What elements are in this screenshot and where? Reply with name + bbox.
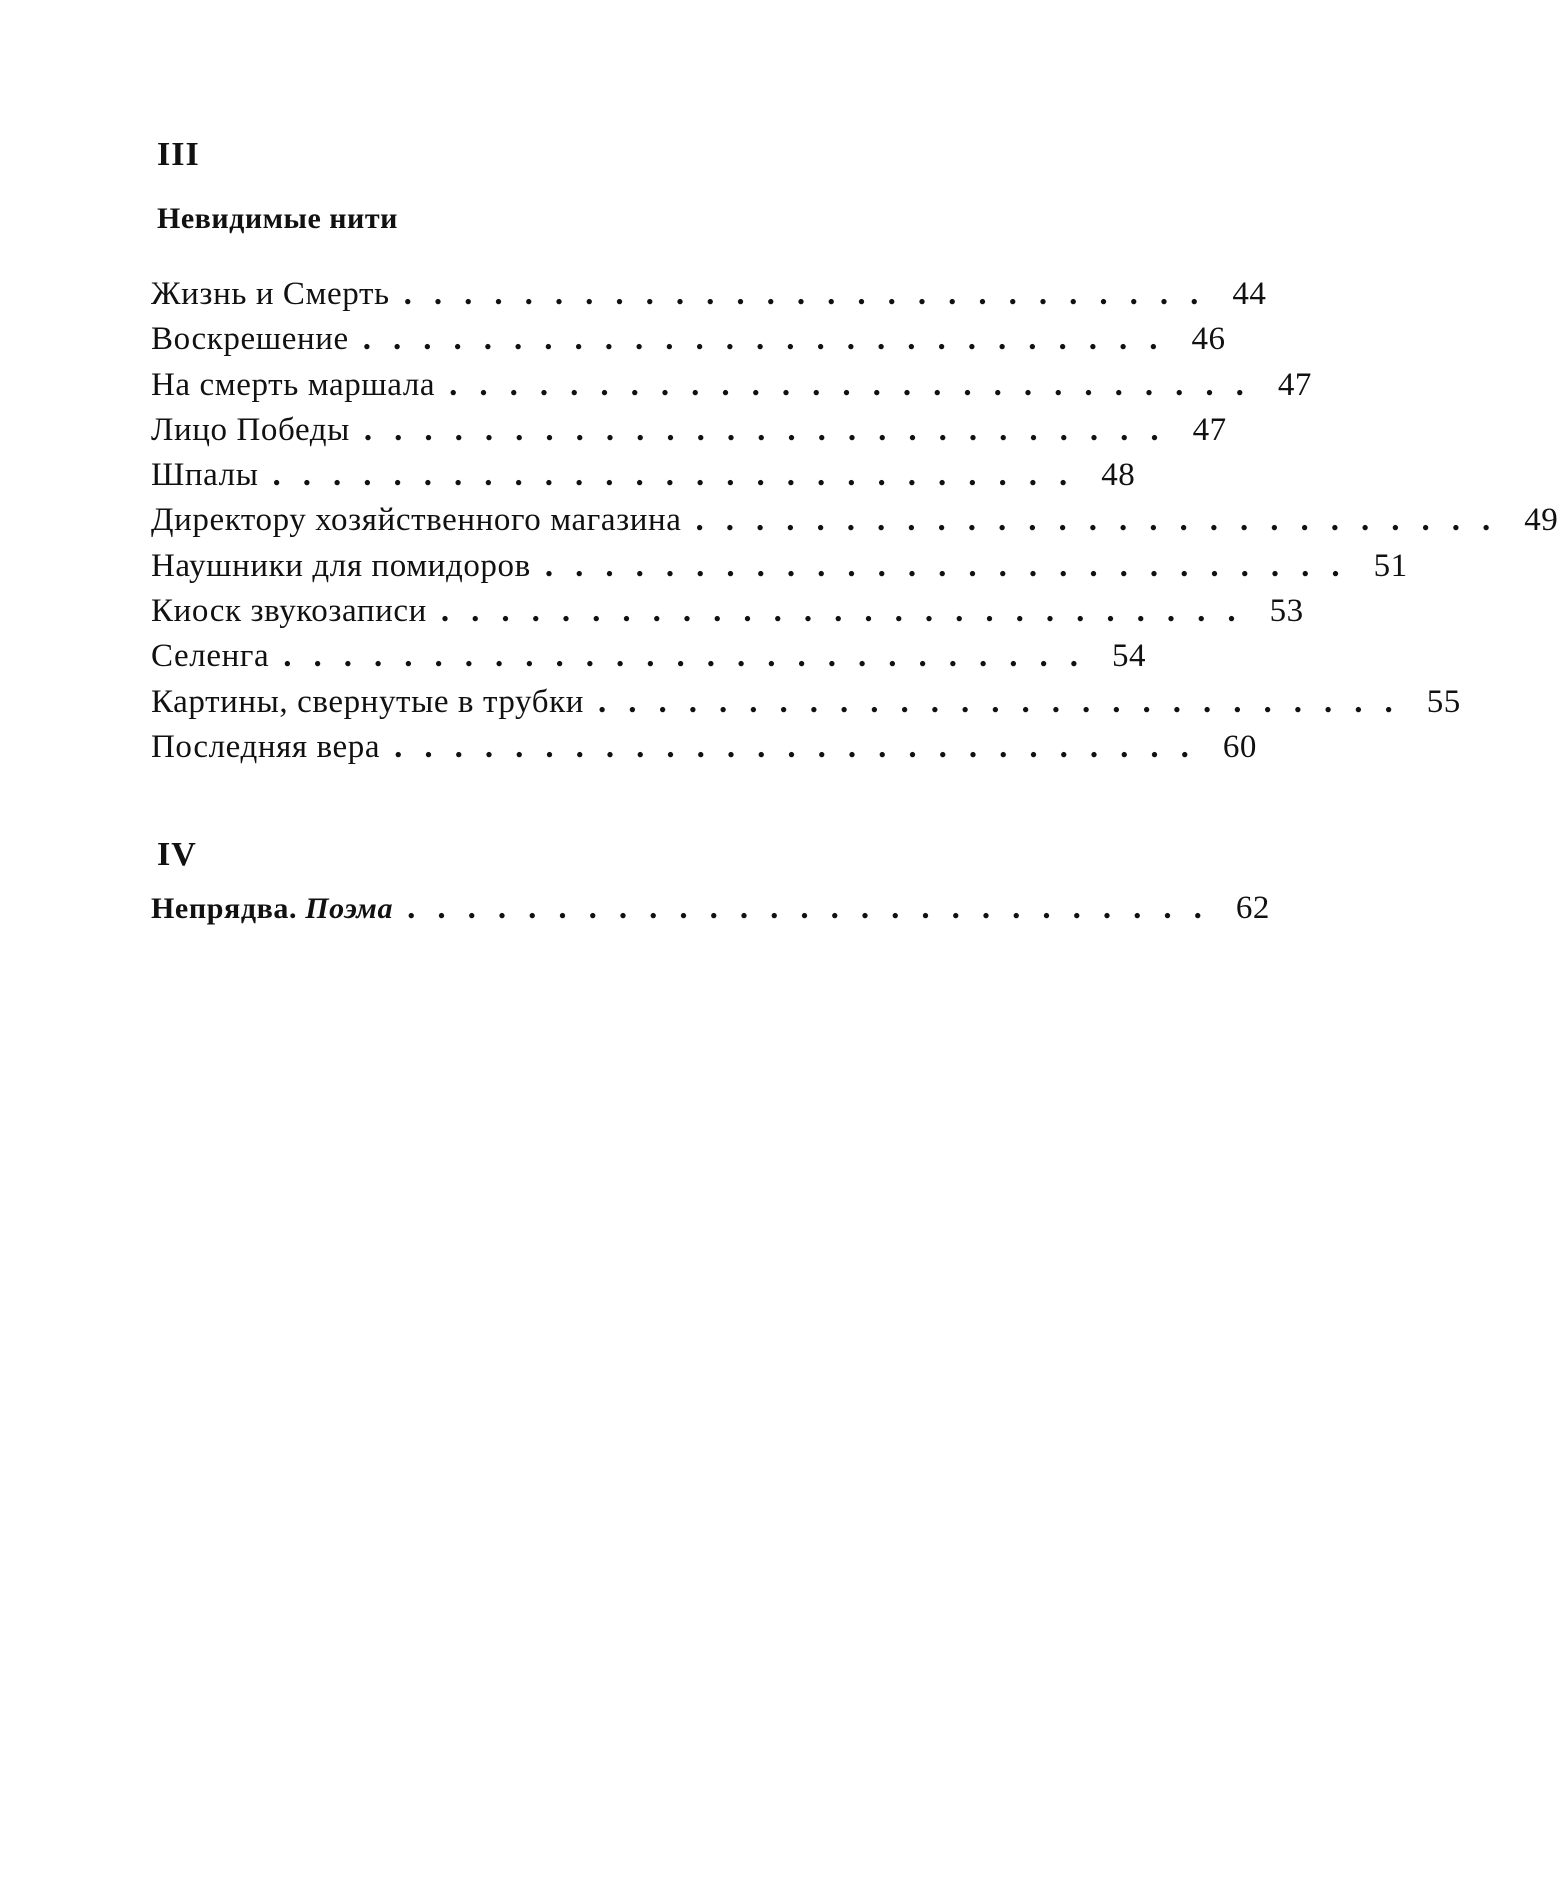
toc-entry[interactable] <box>151 683 1461 729</box>
dot-leader: ........................... <box>598 683 1415 720</box>
dot-leader: ........................... <box>272 457 1090 494</box>
toc-entry-title: Наушники для помидоров <box>151 547 531 584</box>
toc-entry[interactable] <box>151 457 1136 502</box>
dot-leader: ........................... <box>695 502 1513 539</box>
toc-entry-title: Директору хозяйственного магазина <box>151 502 682 539</box>
toc-entry-page: 46 <box>1191 321 1226 358</box>
dot-leader: ........................... <box>394 728 1211 765</box>
toc-entry[interactable] <box>151 728 1257 774</box>
toc-entry-page: 54 <box>1111 638 1146 675</box>
toc-entry-title: Последняя вера <box>151 728 381 765</box>
toc-entry[interactable] <box>151 890 1270 935</box>
toc-entry[interactable] <box>151 547 1408 593</box>
toc-entry-title <box>151 892 393 926</box>
section-four-number: IV <box>157 836 197 873</box>
dot-leader: ........................... <box>283 638 1100 675</box>
toc-entry-page: 48 <box>1101 457 1136 494</box>
poem-subtitle: Поэма <box>305 892 394 925</box>
toc-entry-title: Лицо Победы <box>151 411 350 448</box>
toc-entry-title: Шпалы <box>151 457 259 494</box>
toc-entry[interactable] <box>151 276 1267 321</box>
dot-leader: ........................... <box>363 411 1181 448</box>
toc-entry[interactable] <box>151 366 1312 412</box>
section-three-toc <box>151 276 1558 774</box>
dot-leader: ........................... <box>449 366 1266 403</box>
dot-leader: ........................... <box>440 593 1258 630</box>
toc-entry-title: Селенга <box>151 638 270 675</box>
section-three-title: Невидимые нити <box>157 202 398 235</box>
toc-entry-title: Воскрешение <box>151 321 349 358</box>
section-four-toc <box>151 890 1270 935</box>
toc-entry-page: 47 <box>1277 366 1312 403</box>
toc-entry-page: 49 <box>1524 502 1558 539</box>
toc-entry-title: Жизнь и Смерть <box>151 276 390 312</box>
toc-entry[interactable] <box>151 638 1146 683</box>
toc-entry-page: 62 <box>1235 890 1270 926</box>
toc-entry-title: На смерть маршала <box>151 366 436 403</box>
dot-leader: ........................... <box>362 321 1180 358</box>
section-three-number: III <box>157 136 200 173</box>
dot-leader: ........................... <box>407 890 1224 926</box>
toc-entry-title: Киоск звукозаписи <box>151 593 427 630</box>
toc-entry[interactable] <box>151 321 1226 366</box>
toc-entry-page: 51 <box>1373 547 1408 584</box>
toc-entry-page: 53 <box>1269 593 1304 630</box>
toc-entry-title: Картины, свернутые в трубки <box>151 683 585 720</box>
dot-leader: ........................... <box>544 547 1362 584</box>
toc-entry[interactable] <box>151 411 1227 457</box>
toc-entry[interactable] <box>151 502 1558 547</box>
toc-entry-page: 47 <box>1192 411 1227 448</box>
toc-entry-page: 60 <box>1222 728 1257 765</box>
toc-entry-page: 55 <box>1426 683 1461 720</box>
dot-leader: ........................... <box>403 276 1221 312</box>
toc-entry[interactable] <box>151 593 1304 638</box>
poem-title: Непрядва. <box>151 892 298 925</box>
toc-entry-page: 44 <box>1232 276 1267 312</box>
